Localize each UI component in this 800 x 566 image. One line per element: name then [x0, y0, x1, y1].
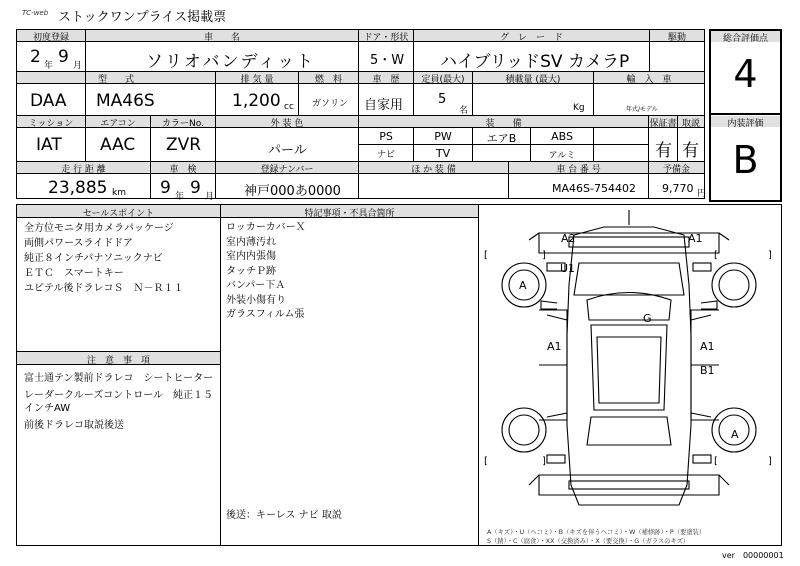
warranty-label: 保証書	[649, 119, 677, 129]
sales-point: ＥＴＣ スマートキー	[24, 268, 124, 279]
equip-tv: TV	[435, 147, 451, 160]
diagram-mark: A1	[688, 232, 703, 245]
car-name-label: 車 名	[203, 33, 240, 43]
damage-legend	[487, 528, 705, 546]
reg-month-unit: 月	[73, 61, 83, 71]
model-label: 型 式	[97, 75, 134, 85]
caution-item: 富士通テン製前ドラレコ シートヒーター	[24, 373, 214, 384]
interior-score: B	[732, 138, 759, 182]
door-label: ドア・形状	[363, 33, 409, 43]
diagram-mark: A1	[700, 340, 715, 353]
diagram-mark: A2	[561, 232, 576, 245]
diagram-mark: A	[731, 428, 739, 441]
caution-item: 前後ドラレコ取説後送	[24, 420, 124, 431]
bracket: [	[714, 250, 718, 261]
sheet-title: ストックワンプライス掲載票	[58, 10, 227, 25]
warranty-value: 有	[655, 141, 672, 161]
load-unit: Kg	[573, 103, 585, 113]
legend-line: S（錆）・C（腐食）・XX（交換済み）・X（要交換）・G（ガラスのキズ）	[487, 538, 690, 545]
caution-item: レーダークルーズコントロール 純正１５インチAW	[24, 390, 213, 414]
special-note: ロッカーカバーＸ	[226, 222, 306, 233]
bracket: [	[714, 456, 718, 467]
plate-value: 神戸000あ0000	[244, 184, 341, 199]
fuel-value: ガソリン	[312, 99, 349, 109]
capacity-value: 5	[438, 92, 447, 107]
reg-month: 9	[58, 47, 69, 67]
insp-month: 9	[190, 178, 201, 198]
color-label: カラーNo.	[162, 119, 204, 129]
car-name: ソリオバンディット	[146, 52, 316, 72]
reg-year: 2	[30, 47, 41, 67]
equip-alumi: アルミ	[548, 151, 576, 161]
insp-year: 9	[160, 178, 171, 198]
mileage-label: 走 行 距 離	[61, 165, 106, 175]
mileage-value: 23,885	[48, 178, 108, 198]
capacity-label: 定員(最大)	[421, 75, 465, 85]
special-notes-label: 特記事項・不具合箇所	[304, 209, 395, 219]
plate-label: 登録ナンバー	[260, 165, 314, 175]
diagram-mark: A	[519, 279, 527, 292]
insp-month-unit: 月	[205, 192, 215, 202]
est-price-label: 予備金	[662, 165, 690, 175]
special-note: バンパー下Ａ	[226, 280, 286, 291]
insp-year-unit: 年	[175, 192, 185, 202]
ext-color-label: 外 装 色	[270, 119, 304, 129]
manual-value: 有	[682, 141, 699, 161]
grade-label: グ レ ー ド	[499, 33, 563, 43]
sales-point: 全方位モニタ用カメラパッケージ	[24, 223, 174, 234]
equip-navi: ナビ	[376, 150, 395, 160]
est-price-unit: 円	[697, 189, 707, 199]
capacity-unit: 名	[459, 106, 469, 116]
special-note: ガラスフィルム張	[226, 309, 305, 320]
chassis-label: 車 台 番 号	[556, 165, 601, 175]
type-value: 自家用	[364, 98, 404, 113]
first-reg-label: 初度登録	[32, 33, 69, 43]
sales-point: ユピテル後ドラレコＳ Ｎ－Ｒ１１	[24, 283, 184, 294]
door-value: 5・W	[370, 53, 405, 68]
special-note: 外装小傷有り	[226, 294, 286, 306]
version: ver 00000001	[722, 551, 784, 560]
bracket: ]	[542, 250, 546, 261]
equip-ps: PS	[379, 130, 393, 143]
special-notes-footer: 後送：キーレス ナビ 取説	[226, 510, 342, 521]
displacement-value: 1,200	[232, 91, 281, 111]
overall-label: 総合評価点	[711, 31, 780, 42]
other-equip-label: ほ か 装 備	[411, 165, 456, 175]
equip-airbag: エアB	[486, 132, 517, 145]
import-label: 輸 入 車	[626, 75, 672, 85]
special-note: 室内内張傷	[226, 251, 276, 262]
manual-label: 取説	[681, 119, 700, 129]
reg-year-unit: 年	[44, 61, 54, 71]
fuel-label: 燃 料	[314, 75, 342, 85]
load-label: 積載量 (最大)	[505, 75, 561, 85]
legend-line: A（キズ）・U（ヘコミ）・B（キズを伴うヘコミ）・W（補修跡）・P（要塗装）	[487, 529, 706, 536]
special-notes-list	[226, 221, 306, 323]
bracket: [	[484, 456, 488, 467]
car-damage-diagram	[479, 205, 781, 528]
aircon-label: エアコン	[100, 119, 136, 129]
overall-score: 4	[733, 52, 758, 96]
equipment-label: 装 備	[485, 119, 522, 129]
equip-pw: PW	[434, 130, 452, 143]
import-year: 年式/モデル	[626, 106, 658, 113]
mileage-unit: km	[112, 188, 126, 198]
displacement-unit: cc	[284, 102, 294, 112]
model-value: MA46S	[96, 91, 155, 111]
diagram-mark: A1	[547, 340, 562, 353]
ext-color-value: パール	[268, 143, 307, 158]
type-label: 車 歴	[372, 75, 400, 85]
caution-label: 注 意 事 項	[86, 356, 150, 366]
mission-label: ミッション	[28, 119, 74, 129]
est-price-value: 9,770	[662, 182, 694, 195]
sales-points-list	[24, 221, 184, 296]
mission-value: IAT	[36, 135, 62, 155]
aircon-value: AAC	[100, 135, 136, 155]
special-note: タッチＰ跡	[226, 265, 276, 277]
drive-label: 駆動	[667, 33, 686, 43]
grade-value: ハイブリッドSV カメラP	[440, 52, 630, 72]
logo: TC-web	[22, 9, 49, 17]
equip-abs: ABS	[551, 130, 573, 143]
sales-point: 両側パワースライドドア	[24, 238, 133, 249]
bracket: ]	[768, 250, 772, 261]
model-prefix: DAA	[30, 91, 67, 111]
bracket: ]	[542, 456, 546, 467]
diagram-mark: U1	[560, 262, 576, 275]
interior-label: 内装評価	[711, 116, 780, 127]
sales-points-label: セールスポイント	[82, 209, 155, 219]
caution-list	[24, 372, 216, 432]
bracket: ]	[768, 456, 772, 467]
color-value: ZVR	[166, 135, 202, 155]
special-note: 室内薄汚れ	[226, 236, 276, 248]
bracket: [	[484, 250, 488, 261]
sales-point: 純正８インチパナソニックナビ	[24, 253, 163, 264]
inspection-label: 車 検	[169, 165, 197, 175]
diagram-mark: B1	[700, 364, 715, 377]
diagram-mark: G	[643, 312, 652, 325]
displacement-label: 排 気 量	[240, 75, 274, 85]
chassis-value: MA46S-754402	[552, 182, 636, 195]
